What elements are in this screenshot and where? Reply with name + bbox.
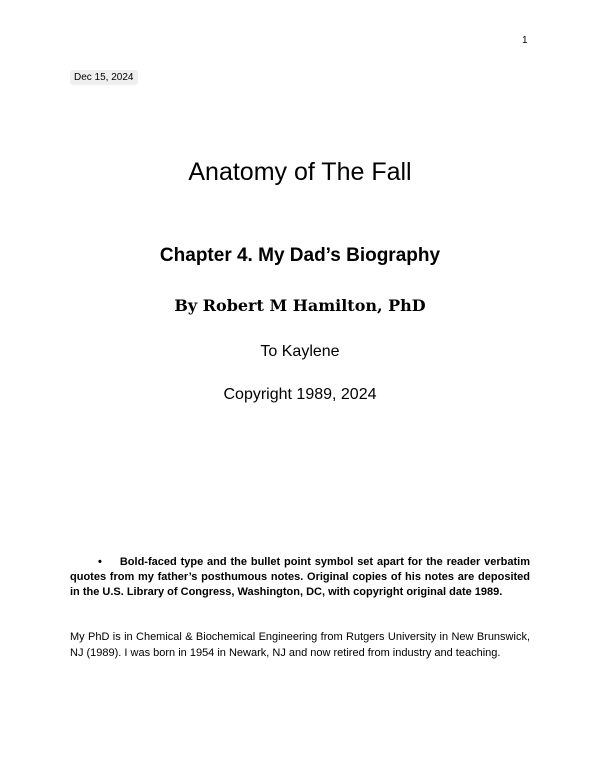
date-chip: Dec 15, 2024 [70, 70, 138, 85]
copyright-line: Copyright 1989, 2024 [223, 386, 377, 403]
chapter-heading: Chapter 4. My Dad’s Biography [159, 245, 441, 266]
author-line: By Robert M Hamilton, PhD [174, 296, 426, 315]
document-title: Anatomy of The Fall [188, 158, 412, 186]
note-text: Bold-faced type and the bullet point symbol set apart for the reader verbatim quotes from my father’s posthumous notes. Original copies of his notes are deposited in the U.S. Library of Congress, Washington, DC, with copyright original date 1989. [70, 556, 530, 598]
bold-note-paragraph [70, 555, 530, 600]
bio-paragraph: My PhD is in Chemical & Biochemical Engineering from Rutgers University in New Brunswick, NJ (1989). I was born in 1954 in Newark, NJ and now retired from industry and teaching. [70, 631, 530, 659]
dedication: To Kaylene [260, 343, 340, 360]
bullet-icon: • [98, 556, 102, 568]
page-number: 1 [522, 35, 528, 46]
